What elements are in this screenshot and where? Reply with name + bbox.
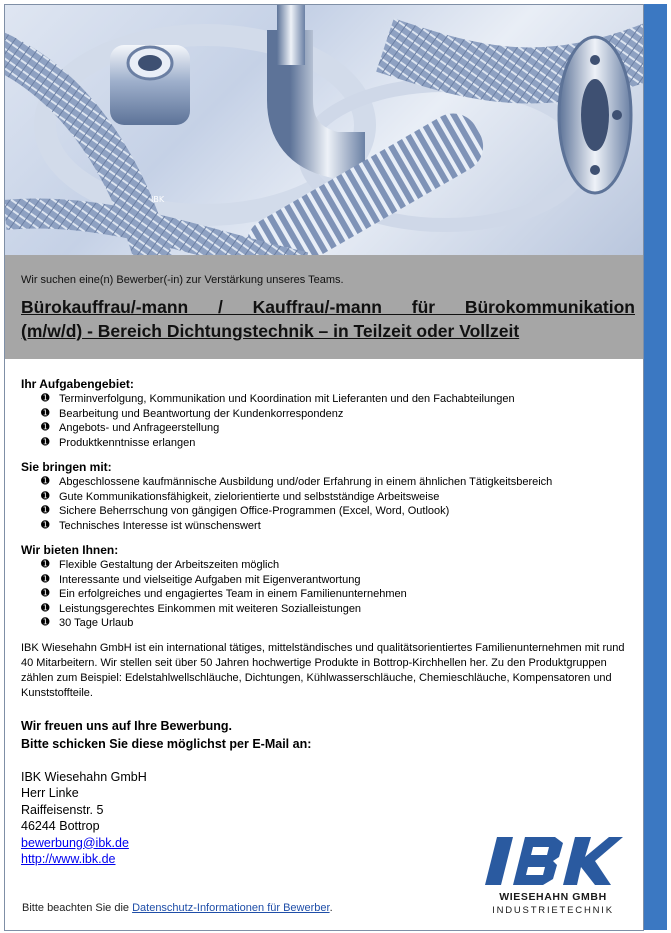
list-item <box>41 558 631 573</box>
list-item-text: Leistungsgerechtes Einkommen mit weiteren Sozialleistungen <box>59 602 362 615</box>
privacy-suffix: . <box>329 902 333 914</box>
address-street: Raiffeisenstr. 5 <box>21 802 104 817</box>
privacy-note <box>22 902 333 914</box>
job-title-line-2: (m/w/d) - Bereich Dichtungstechnik – in Teilzeit oder Vollzeit <box>21 321 520 341</box>
list-item-text: Flexible Gestaltung der Arbeitszeiten möglich <box>59 559 280 571</box>
hoses-and-fittings-illustration <box>5 5 643 255</box>
requirements-list <box>21 475 631 533</box>
list-item <box>41 504 631 519</box>
numbered-bullet-icon: ➊ <box>41 476 50 487</box>
address-contact: Herr Linke <box>21 786 79 800</box>
list-item <box>41 519 631 534</box>
numbered-bullet-icon: ➊ <box>41 490 50 502</box>
header-product-image <box>5 5 643 255</box>
numbered-bullet-icon: ➊ <box>41 617 50 628</box>
closing-statement <box>21 717 631 753</box>
list-item <box>41 587 631 602</box>
list-item-text: Sichere Beherrschung von gängigen Office-Programmen (Excel, Word, Outlook) <box>59 505 450 517</box>
section-requirements <box>21 460 631 533</box>
numbered-bullet-icon: ➊ <box>41 588 50 599</box>
list-item <box>41 616 631 631</box>
list-item <box>41 421 631 436</box>
list-item <box>41 602 631 617</box>
list-item <box>41 475 631 490</box>
job-title <box>21 295 635 343</box>
list-item <box>41 392 631 407</box>
address-company: IBK Wiesehahn GmbH <box>21 769 147 784</box>
list-item-text: Interessante und vielseitige Aufgaben mit Eigenverantwortung <box>59 573 361 586</box>
numbered-bullet-icon: ➊ <box>41 407 50 419</box>
address-city: 46244 Bottrop <box>21 819 100 833</box>
right-accent-bar <box>643 4 667 930</box>
benefits-list <box>21 558 631 631</box>
list-item <box>41 407 631 422</box>
logo-company-name: WIESEHAHN GMBH <box>499 891 607 903</box>
section-heading: Wir bieten Ihnen: <box>21 543 119 557</box>
intro-text: Wir suchen eine(n) Bewerber(-in) zur Verstärkung unseres Teams. <box>21 274 344 286</box>
section-tasks <box>21 377 631 450</box>
header-image-label: IBK <box>151 195 165 204</box>
task-list <box>21 392 631 450</box>
section-heading: Sie bringen mit: <box>21 460 112 474</box>
privacy-link[interactable]: Datenschutz-Informationen für Bewerber <box>132 902 330 914</box>
logo-tagline: INDUSTRIETECHNIK <box>492 905 614 916</box>
company-description: IBK Wiesehahn GmbH ist ein international tätiges, mittelständisches und qualitätsorientiertes Familienunternehmen mit rund 40 Mitarbeitern. Wir stellen seit über 50 Jahren hochwertige Produkte in Bottrop-Kirchhellen her. Zu den Produktgruppen zählen zum Beispiel: Edelstahlwellschläuche, Dichtungen, Kühlwasserschläuche, Chemieschläuche, Kompensatoren und Kunststoffteile. <box>21 641 625 699</box>
numbered-bullet-icon: ➊ <box>41 519 50 531</box>
website-link[interactable]: http://www.ibk.de <box>21 852 116 866</box>
list-item-text: Technisches Interesse ist wünschenswert <box>59 519 261 532</box>
numbered-bullet-icon: ➊ <box>41 505 50 516</box>
numbered-bullet-icon: ➊ <box>41 422 50 433</box>
list-item-text: Bearbeitung und Beantwortung der Kundenkorrespondenz <box>59 407 344 420</box>
posting-body <box>21 377 631 868</box>
list-item <box>41 490 631 505</box>
list-item-text: Produktkenntnisse erlangen <box>59 436 196 449</box>
numbered-bullet-icon: ➊ <box>41 602 50 614</box>
list-item-text: Angebots- und Anfrageerstellung <box>59 422 220 434</box>
section-benefits <box>21 543 631 631</box>
closing-line-2: Bitte schicken Sie diese möglichst per E-Mail an: <box>21 736 312 751</box>
numbered-bullet-icon: ➊ <box>41 573 50 585</box>
numbered-bullet-icon: ➊ <box>41 393 50 404</box>
list-item-text: Abgeschlossene kaufmännische Ausbildung und/oder Erfahrung in einem ähnlichen Tätigkeitsbereich <box>59 476 553 488</box>
closing-line-1: Wir freuen uns auf Ihre Bewerbung. <box>21 718 233 733</box>
list-item-text: Ein erfolgreiches und engagiertes Team in einem Familienunternehmen <box>59 588 407 600</box>
company-logo <box>483 833 623 919</box>
numbered-bullet-icon: ➊ <box>41 436 50 448</box>
list-item <box>41 436 631 451</box>
section-heading: Ihr Aufgabengebiet: <box>21 377 134 391</box>
list-item-text: Terminverfolgung, Kommunikation und Koordination mit Lieferanten und den Fachabteilungen <box>59 393 515 405</box>
job-posting-page <box>4 4 644 931</box>
list-item-text: 30 Tage Urlaub <box>59 617 134 629</box>
job-title-line-1: Bürokauffrau/-mann / Kauffrau/-mann für Bürokommunikation <box>21 297 635 317</box>
ibk-logo-icon <box>483 833 623 889</box>
intro-band <box>5 255 643 359</box>
email-link[interactable]: bewerbung@ibk.de <box>21 835 129 850</box>
numbered-bullet-icon: ➊ <box>41 559 50 570</box>
list-item <box>41 573 631 588</box>
list-item-text: Gute Kommunikationsfähigkeit, zielorientierte und selbstständige Arbeitsweise <box>59 490 440 503</box>
privacy-prefix: Bitte beachten Sie die <box>22 902 133 914</box>
